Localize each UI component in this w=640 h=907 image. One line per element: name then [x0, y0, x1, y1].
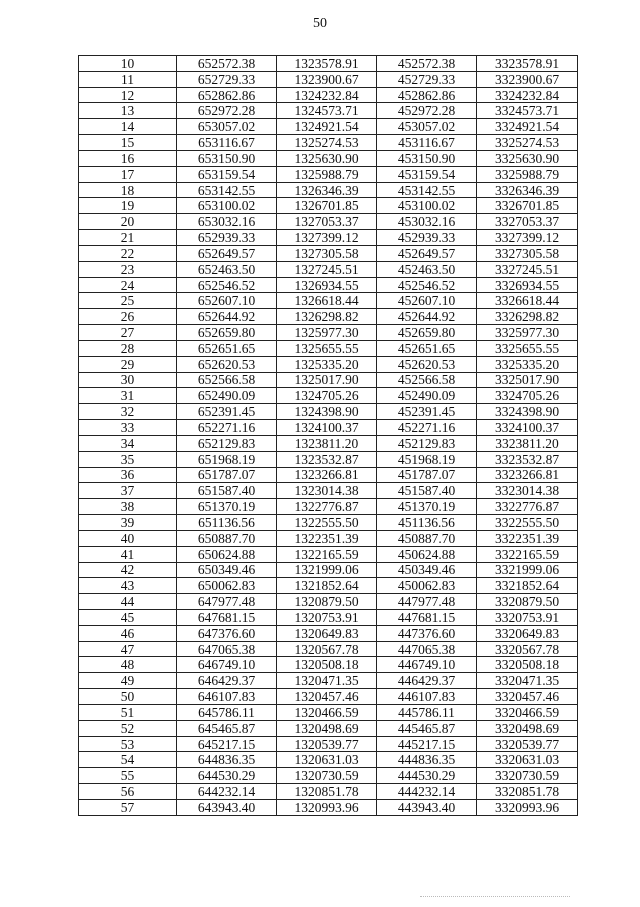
- point-number-cell: 51: [79, 704, 177, 720]
- y-coordinate-cell: 1324232.84: [277, 87, 377, 103]
- x-coordinate-alt-cell: 453150.90: [377, 150, 477, 166]
- y-coordinate-alt-cell: 3324232.84: [477, 87, 578, 103]
- y-coordinate-cell: 1324921.54: [277, 119, 377, 135]
- y-coordinate-alt-cell: 3323266.81: [477, 467, 578, 483]
- y-coordinate-cell: 1327399.12: [277, 230, 377, 246]
- point-number-cell: 32: [79, 404, 177, 420]
- x-coordinate-alt-cell: 444836.35: [377, 752, 477, 768]
- x-coordinate-cell: 653057.02: [177, 119, 277, 135]
- point-number-cell: 56: [79, 784, 177, 800]
- y-coordinate-cell: 1325335.20: [277, 356, 377, 372]
- x-coordinate-alt-cell: 452572.38: [377, 56, 477, 72]
- point-number-cell: 54: [79, 752, 177, 768]
- x-coordinate-alt-cell: 447065.38: [377, 641, 477, 657]
- table-row: [79, 594, 578, 610]
- y-coordinate-alt-cell: 3322555.50: [477, 515, 578, 531]
- x-coordinate-cell: 643943.40: [177, 799, 277, 815]
- x-coordinate-cell: 652566.58: [177, 372, 277, 388]
- x-coordinate-cell: 651370.19: [177, 499, 277, 515]
- y-coordinate-cell: 1320649.83: [277, 625, 377, 641]
- y-coordinate-cell: 1320539.77: [277, 736, 377, 752]
- x-coordinate-alt-cell: 453057.02: [377, 119, 477, 135]
- table-row: [79, 293, 578, 309]
- point-number-cell: 14: [79, 119, 177, 135]
- point-number-cell: 44: [79, 594, 177, 610]
- x-coordinate-cell: 651968.19: [177, 451, 277, 467]
- x-coordinate-alt-cell: 447977.48: [377, 594, 477, 610]
- x-coordinate-alt-cell: 452939.33: [377, 230, 477, 246]
- y-coordinate-cell: 1321852.64: [277, 578, 377, 594]
- table-row: [79, 530, 578, 546]
- y-coordinate-alt-cell: 3321852.64: [477, 578, 578, 594]
- y-coordinate-cell: 1325017.90: [277, 372, 377, 388]
- x-coordinate-cell: 651587.40: [177, 483, 277, 499]
- y-coordinate-alt-cell: 3324573.71: [477, 103, 578, 119]
- y-coordinate-alt-cell: 3324705.26: [477, 388, 578, 404]
- x-coordinate-alt-cell: 452651.65: [377, 340, 477, 356]
- point-number-cell: 24: [79, 277, 177, 293]
- table-row: [79, 103, 578, 119]
- x-coordinate-alt-cell: 446107.83: [377, 689, 477, 705]
- y-coordinate-cell: 1322555.50: [277, 515, 377, 531]
- point-number-cell: 41: [79, 546, 177, 562]
- y-coordinate-alt-cell: 3326701.85: [477, 198, 578, 214]
- point-number-cell: 29: [79, 356, 177, 372]
- point-number-cell: 20: [79, 214, 177, 230]
- y-coordinate-alt-cell: 3320649.83: [477, 625, 578, 641]
- y-coordinate-alt-cell: 3320730.59: [477, 768, 578, 784]
- y-coordinate-cell: 1325274.53: [277, 135, 377, 151]
- x-coordinate-cell: 646749.10: [177, 657, 277, 673]
- x-coordinate-alt-cell: 450349.46: [377, 562, 477, 578]
- x-coordinate-cell: 646429.37: [177, 673, 277, 689]
- x-coordinate-alt-cell: 451370.19: [377, 499, 477, 515]
- x-coordinate-cell: 644836.35: [177, 752, 277, 768]
- y-coordinate-cell: 1327053.37: [277, 214, 377, 230]
- y-coordinate-cell: 1326618.44: [277, 293, 377, 309]
- x-coordinate-cell: 645786.11: [177, 704, 277, 720]
- y-coordinate-alt-cell: 3320466.59: [477, 704, 578, 720]
- point-number-cell: 35: [79, 451, 177, 467]
- table-row: [79, 657, 578, 673]
- y-coordinate-alt-cell: 3320753.91: [477, 609, 578, 625]
- point-number-cell: 15: [79, 135, 177, 151]
- x-coordinate-cell: 652939.33: [177, 230, 277, 246]
- y-coordinate-alt-cell: 3324398.90: [477, 404, 578, 420]
- y-coordinate-alt-cell: 3320498.69: [477, 720, 578, 736]
- point-number-cell: 30: [79, 372, 177, 388]
- table-row: [79, 135, 578, 151]
- x-coordinate-alt-cell: 452391.45: [377, 404, 477, 420]
- y-coordinate-cell: 1322776.87: [277, 499, 377, 515]
- x-coordinate-cell: 653100.02: [177, 198, 277, 214]
- point-number-cell: 28: [79, 340, 177, 356]
- point-number-cell: 26: [79, 309, 177, 325]
- table-row: [79, 641, 578, 657]
- x-coordinate-cell: 644530.29: [177, 768, 277, 784]
- table-row: [79, 467, 578, 483]
- table-row: [79, 625, 578, 641]
- point-number-cell: 48: [79, 657, 177, 673]
- point-number-cell: 36: [79, 467, 177, 483]
- table-row: [79, 752, 578, 768]
- x-coordinate-alt-cell: 444232.14: [377, 784, 477, 800]
- x-coordinate-alt-cell: 452972.28: [377, 103, 477, 119]
- x-coordinate-alt-cell: 453032.16: [377, 214, 477, 230]
- y-coordinate-alt-cell: 3320508.18: [477, 657, 578, 673]
- table-row: [79, 56, 578, 72]
- y-coordinate-alt-cell: 3326346.39: [477, 182, 578, 198]
- table-row: [79, 356, 578, 372]
- y-coordinate-alt-cell: 3327399.12: [477, 230, 578, 246]
- x-coordinate-alt-cell: 452490.09: [377, 388, 477, 404]
- y-coordinate-alt-cell: 3326298.82: [477, 309, 578, 325]
- table-row: [79, 245, 578, 261]
- y-coordinate-cell: 1323811.20: [277, 435, 377, 451]
- x-coordinate-alt-cell: 443943.40: [377, 799, 477, 815]
- x-coordinate-alt-cell: 452463.50: [377, 261, 477, 277]
- x-coordinate-cell: 650624.88: [177, 546, 277, 562]
- coordinates-table-body: [79, 56, 578, 816]
- x-coordinate-alt-cell: 447376.60: [377, 625, 477, 641]
- y-coordinate-cell: 1323532.87: [277, 451, 377, 467]
- y-coordinate-alt-cell: 3320993.96: [477, 799, 578, 815]
- point-number-cell: 21: [79, 230, 177, 246]
- x-coordinate-cell: 652651.65: [177, 340, 277, 356]
- y-coordinate-alt-cell: 3320851.78: [477, 784, 578, 800]
- point-number-cell: 39: [79, 515, 177, 531]
- x-coordinate-alt-cell: 452659.80: [377, 325, 477, 341]
- table-row: [79, 309, 578, 325]
- point-number-cell: 12: [79, 87, 177, 103]
- y-coordinate-alt-cell: 3325655.55: [477, 340, 578, 356]
- y-coordinate-cell: 1326298.82: [277, 309, 377, 325]
- point-number-cell: 23: [79, 261, 177, 277]
- point-number-cell: 55: [79, 768, 177, 784]
- x-coordinate-alt-cell: 446429.37: [377, 673, 477, 689]
- x-coordinate-alt-cell: 445786.11: [377, 704, 477, 720]
- table-row: [79, 799, 578, 815]
- y-coordinate-alt-cell: 3320879.50: [477, 594, 578, 610]
- y-coordinate-alt-cell: 3326618.44: [477, 293, 578, 309]
- y-coordinate-alt-cell: 3323578.91: [477, 56, 578, 72]
- y-coordinate-alt-cell: 3324100.37: [477, 420, 578, 436]
- y-coordinate-cell: 1320457.46: [277, 689, 377, 705]
- y-coordinate-cell: 1324100.37: [277, 420, 377, 436]
- point-number-cell: 10: [79, 56, 177, 72]
- x-coordinate-cell: 653150.90: [177, 150, 277, 166]
- x-coordinate-cell: 652972.28: [177, 103, 277, 119]
- x-coordinate-cell: 647977.48: [177, 594, 277, 610]
- point-number-cell: 19: [79, 198, 177, 214]
- y-coordinate-alt-cell: 3325988.79: [477, 166, 578, 182]
- y-coordinate-alt-cell: 3320539.77: [477, 736, 578, 752]
- y-coordinate-cell: 1320498.69: [277, 720, 377, 736]
- x-coordinate-alt-cell: 446749.10: [377, 657, 477, 673]
- table-row: [79, 784, 578, 800]
- x-coordinate-cell: 652649.57: [177, 245, 277, 261]
- point-number-cell: 57: [79, 799, 177, 815]
- x-coordinate-alt-cell: 451587.40: [377, 483, 477, 499]
- y-coordinate-cell: 1324705.26: [277, 388, 377, 404]
- y-coordinate-alt-cell: 3323811.20: [477, 435, 578, 451]
- x-coordinate-cell: 650349.46: [177, 562, 277, 578]
- y-coordinate-cell: 1326701.85: [277, 198, 377, 214]
- y-coordinate-cell: 1320753.91: [277, 609, 377, 625]
- table-row: [79, 499, 578, 515]
- y-coordinate-cell: 1322165.59: [277, 546, 377, 562]
- point-number-cell: 38: [79, 499, 177, 515]
- y-coordinate-alt-cell: 3323900.67: [477, 71, 578, 87]
- x-coordinate-cell: 652463.50: [177, 261, 277, 277]
- y-coordinate-alt-cell: 3320457.46: [477, 689, 578, 705]
- y-coordinate-alt-cell: 3322776.87: [477, 499, 578, 515]
- y-coordinate-cell: 1321999.06: [277, 562, 377, 578]
- y-coordinate-alt-cell: 3320567.78: [477, 641, 578, 657]
- x-coordinate-alt-cell: 453100.02: [377, 198, 477, 214]
- table-row: [79, 340, 578, 356]
- y-coordinate-cell: 1320567.78: [277, 641, 377, 657]
- y-coordinate-alt-cell: 3322165.59: [477, 546, 578, 562]
- x-coordinate-cell: 652729.33: [177, 71, 277, 87]
- y-coordinate-alt-cell: 3323014.38: [477, 483, 578, 499]
- x-coordinate-cell: 652546.52: [177, 277, 277, 293]
- table-row: [79, 546, 578, 562]
- table-row: [79, 451, 578, 467]
- x-coordinate-alt-cell: 445217.15: [377, 736, 477, 752]
- y-coordinate-cell: 1322351.39: [277, 530, 377, 546]
- x-coordinate-cell: 646107.83: [177, 689, 277, 705]
- table-row: [79, 562, 578, 578]
- point-number-cell: 33: [79, 420, 177, 436]
- x-coordinate-alt-cell: 453159.54: [377, 166, 477, 182]
- x-coordinate-cell: 647376.60: [177, 625, 277, 641]
- x-coordinate-alt-cell: 451968.19: [377, 451, 477, 467]
- y-coordinate-cell: 1325655.55: [277, 340, 377, 356]
- point-number-cell: 13: [79, 103, 177, 119]
- x-coordinate-alt-cell: 452862.86: [377, 87, 477, 103]
- table-row: [79, 230, 578, 246]
- y-coordinate-cell: 1325977.30: [277, 325, 377, 341]
- y-coordinate-alt-cell: 3322351.39: [477, 530, 578, 546]
- y-coordinate-cell: 1324573.71: [277, 103, 377, 119]
- point-number-cell: 37: [79, 483, 177, 499]
- x-coordinate-alt-cell: 452607.10: [377, 293, 477, 309]
- table-row: [79, 720, 578, 736]
- y-coordinate-cell: 1323578.91: [277, 56, 377, 72]
- x-coordinate-alt-cell: 452271.16: [377, 420, 477, 436]
- table-row: [79, 198, 578, 214]
- y-coordinate-cell: 1320471.35: [277, 673, 377, 689]
- table-row: [79, 325, 578, 341]
- point-number-cell: 11: [79, 71, 177, 87]
- y-coordinate-alt-cell: 3324921.54: [477, 119, 578, 135]
- table-row: [79, 768, 578, 784]
- y-coordinate-alt-cell: 3325335.20: [477, 356, 578, 372]
- y-coordinate-cell: 1327245.51: [277, 261, 377, 277]
- y-coordinate-cell: 1323900.67: [277, 71, 377, 87]
- y-coordinate-cell: 1320466.59: [277, 704, 377, 720]
- table-row: [79, 277, 578, 293]
- x-coordinate-alt-cell: 452129.83: [377, 435, 477, 451]
- table-row: [79, 261, 578, 277]
- y-coordinate-cell: 1325988.79: [277, 166, 377, 182]
- point-number-cell: 45: [79, 609, 177, 625]
- y-coordinate-alt-cell: 3323532.87: [477, 451, 578, 467]
- point-number-cell: 53: [79, 736, 177, 752]
- point-number-cell: 31: [79, 388, 177, 404]
- y-coordinate-cell: 1320851.78: [277, 784, 377, 800]
- table-row: [79, 673, 578, 689]
- table-row: [79, 483, 578, 499]
- x-coordinate-alt-cell: 452546.52: [377, 277, 477, 293]
- y-coordinate-cell: 1320508.18: [277, 657, 377, 673]
- x-coordinate-cell: 651787.07: [177, 467, 277, 483]
- x-coordinate-cell: 652659.80: [177, 325, 277, 341]
- x-coordinate-cell: 652271.16: [177, 420, 277, 436]
- table-row: [79, 609, 578, 625]
- table-row: [79, 689, 578, 705]
- x-coordinate-cell: 652620.53: [177, 356, 277, 372]
- x-coordinate-cell: 650062.83: [177, 578, 277, 594]
- x-coordinate-alt-cell: 452620.53: [377, 356, 477, 372]
- y-coordinate-alt-cell: 3320471.35: [477, 673, 578, 689]
- point-number-cell: 17: [79, 166, 177, 182]
- y-coordinate-alt-cell: 3320631.03: [477, 752, 578, 768]
- point-number-cell: 42: [79, 562, 177, 578]
- y-coordinate-cell: 1325630.90: [277, 150, 377, 166]
- table-row: [79, 736, 578, 752]
- y-coordinate-cell: 1320993.96: [277, 799, 377, 815]
- table-row: [79, 704, 578, 720]
- x-coordinate-alt-cell: 452649.57: [377, 245, 477, 261]
- y-coordinate-cell: 1324398.90: [277, 404, 377, 420]
- x-coordinate-alt-cell: 450062.83: [377, 578, 477, 594]
- table-row: [79, 435, 578, 451]
- table-row: [79, 182, 578, 198]
- table-row: [79, 119, 578, 135]
- y-coordinate-alt-cell: 3325017.90: [477, 372, 578, 388]
- x-coordinate-cell: 653116.67: [177, 135, 277, 151]
- x-coordinate-alt-cell: 451136.56: [377, 515, 477, 531]
- y-coordinate-alt-cell: 3327305.58: [477, 245, 578, 261]
- table-row: [79, 372, 578, 388]
- y-coordinate-cell: 1323014.38: [277, 483, 377, 499]
- y-coordinate-alt-cell: 3327245.51: [477, 261, 578, 277]
- point-number-cell: 43: [79, 578, 177, 594]
- table-row: [79, 150, 578, 166]
- y-coordinate-cell: 1326934.55: [277, 277, 377, 293]
- y-coordinate-cell: 1323266.81: [277, 467, 377, 483]
- point-number-cell: 18: [79, 182, 177, 198]
- point-number-cell: 16: [79, 150, 177, 166]
- x-coordinate-cell: 652607.10: [177, 293, 277, 309]
- point-number-cell: 22: [79, 245, 177, 261]
- x-coordinate-cell: 652129.83: [177, 435, 277, 451]
- table-row: [79, 388, 578, 404]
- table-row: [79, 166, 578, 182]
- point-number-cell: 40: [79, 530, 177, 546]
- y-coordinate-cell: 1327305.58: [277, 245, 377, 261]
- x-coordinate-cell: 653032.16: [177, 214, 277, 230]
- x-coordinate-cell: 652862.86: [177, 87, 277, 103]
- x-coordinate-cell: 652644.92: [177, 309, 277, 325]
- point-number-cell: 25: [79, 293, 177, 309]
- scan-artifact-line: [420, 896, 570, 899]
- x-coordinate-cell: 653159.54: [177, 166, 277, 182]
- x-coordinate-alt-cell: 453116.67: [377, 135, 477, 151]
- x-coordinate-cell: 647681.15: [177, 609, 277, 625]
- y-coordinate-cell: 1320730.59: [277, 768, 377, 784]
- table-row: [79, 214, 578, 230]
- point-number-cell: 34: [79, 435, 177, 451]
- x-coordinate-cell: 647065.38: [177, 641, 277, 657]
- point-number-cell: 50: [79, 689, 177, 705]
- point-number-cell: 27: [79, 325, 177, 341]
- x-coordinate-alt-cell: 445465.87: [377, 720, 477, 736]
- point-number-cell: 46: [79, 625, 177, 641]
- y-coordinate-alt-cell: 3325977.30: [477, 325, 578, 341]
- table-row: [79, 87, 578, 103]
- table-row: [79, 404, 578, 420]
- y-coordinate-alt-cell: 3327053.37: [477, 214, 578, 230]
- x-coordinate-cell: 645465.87: [177, 720, 277, 736]
- table-row: [79, 578, 578, 594]
- coordinates-table: [78, 55, 578, 816]
- y-coordinate-alt-cell: 3325274.53: [477, 135, 578, 151]
- table-row: [79, 515, 578, 531]
- y-coordinate-cell: 1326346.39: [277, 182, 377, 198]
- x-coordinate-alt-cell: 450624.88: [377, 546, 477, 562]
- x-coordinate-alt-cell: 452644.92: [377, 309, 477, 325]
- y-coordinate-cell: 1320631.03: [277, 752, 377, 768]
- x-coordinate-alt-cell: 453142.55: [377, 182, 477, 198]
- x-coordinate-cell: 652391.45: [177, 404, 277, 420]
- point-number-cell: 47: [79, 641, 177, 657]
- y-coordinate-alt-cell: 3321999.06: [477, 562, 578, 578]
- x-coordinate-cell: 650887.70: [177, 530, 277, 546]
- table-row: [79, 71, 578, 87]
- x-coordinate-cell: 652490.09: [177, 388, 277, 404]
- point-number-cell: 49: [79, 673, 177, 689]
- table-row: [79, 420, 578, 436]
- x-coordinate-cell: 644232.14: [177, 784, 277, 800]
- x-coordinate-alt-cell: 452566.58: [377, 372, 477, 388]
- y-coordinate-alt-cell: 3325630.90: [477, 150, 578, 166]
- x-coordinate-cell: 651136.56: [177, 515, 277, 531]
- y-coordinate-alt-cell: 3326934.55: [477, 277, 578, 293]
- point-number-cell: 52: [79, 720, 177, 736]
- y-coordinate-cell: 1320879.50: [277, 594, 377, 610]
- x-coordinate-alt-cell: 450887.70: [377, 530, 477, 546]
- x-coordinate-cell: 653142.55: [177, 182, 277, 198]
- x-coordinate-alt-cell: 447681.15: [377, 609, 477, 625]
- x-coordinate-alt-cell: 452729.33: [377, 71, 477, 87]
- x-coordinate-alt-cell: 444530.29: [377, 768, 477, 784]
- x-coordinate-cell: 652572.38: [177, 56, 277, 72]
- x-coordinate-cell: 645217.15: [177, 736, 277, 752]
- x-coordinate-alt-cell: 451787.07: [377, 467, 477, 483]
- page-number: 50: [313, 16, 327, 31]
